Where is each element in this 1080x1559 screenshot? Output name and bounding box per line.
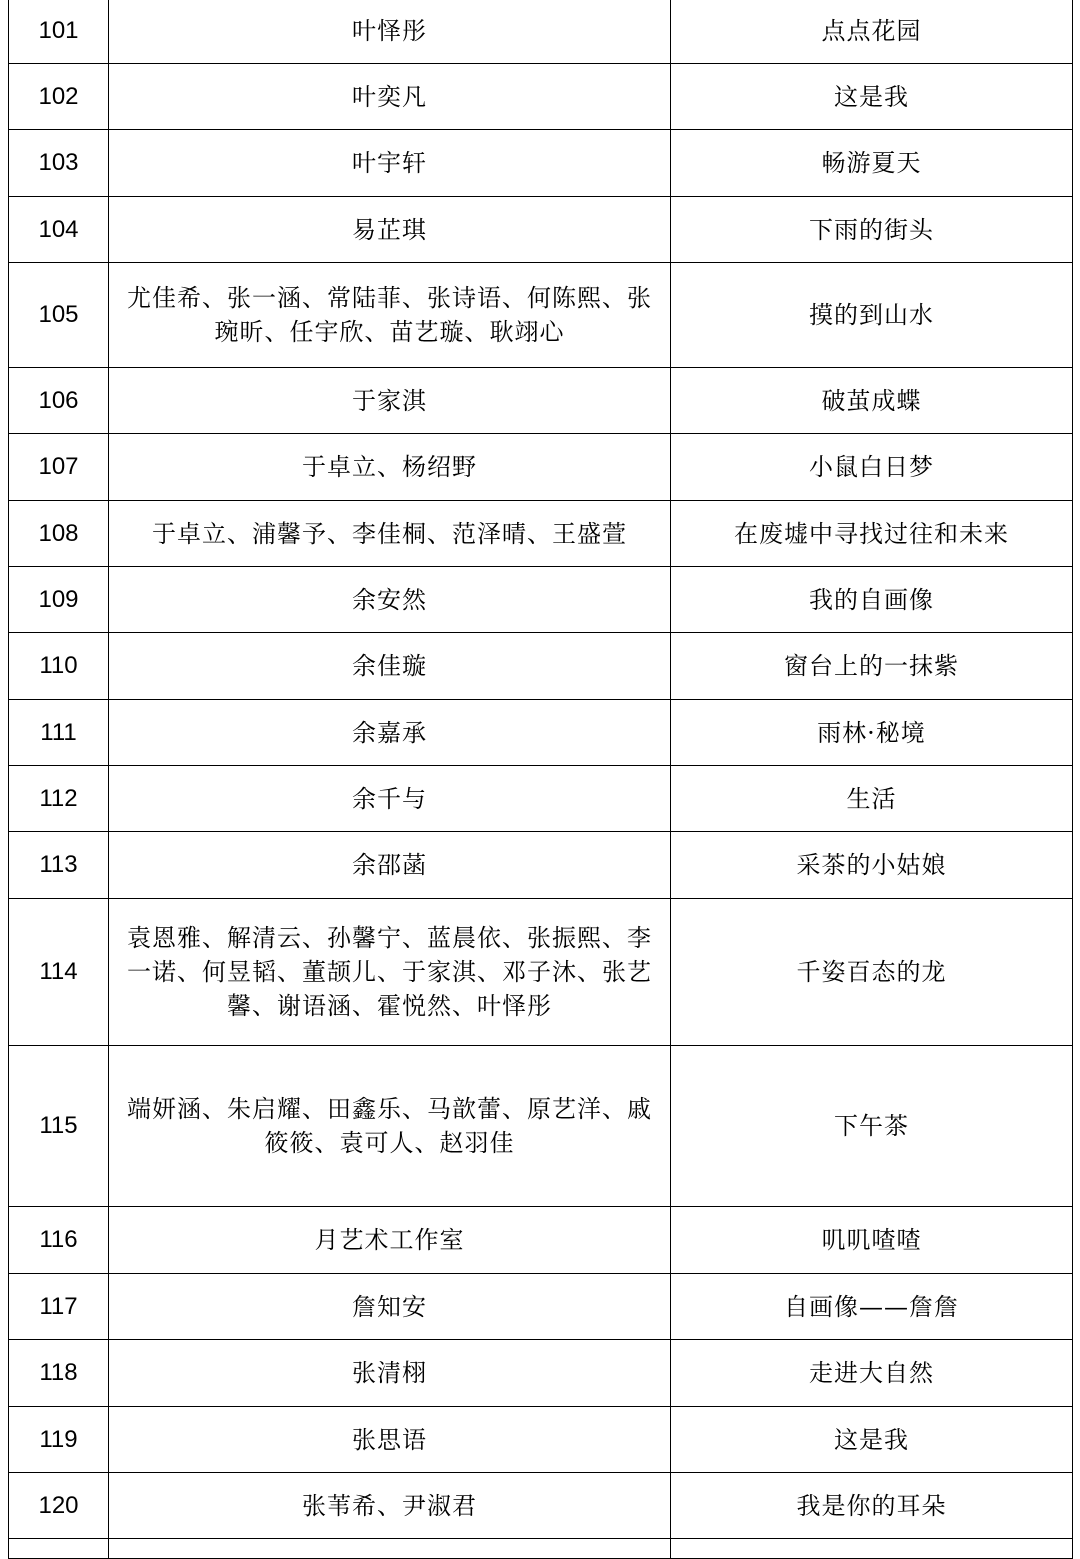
table-row xyxy=(9,1207,1073,1274)
row-number: 108 xyxy=(9,501,109,567)
table-row xyxy=(9,501,1073,567)
author-names: 詹知安 xyxy=(109,1274,671,1340)
table-row xyxy=(9,263,1073,368)
author-names: 尤佳希、张一涵、常陆菲、张诗语、何陈熙、张琬昕、任宇欣、苗艺璇、耿翊心 xyxy=(109,263,671,368)
row-number: 118 xyxy=(9,1340,109,1407)
row-number: 114 xyxy=(9,899,109,1046)
work-title: 采茶的小姑娘 xyxy=(671,832,1073,899)
author-names: 余佳璇 xyxy=(109,633,671,700)
author-names: 张思语 xyxy=(109,1407,671,1473)
author-names: 于卓立、杨绍野 xyxy=(109,434,671,501)
table-row xyxy=(9,700,1073,766)
row-number: 111 xyxy=(9,700,109,766)
work-title: 在废墟中寻找过往和未来 xyxy=(671,501,1073,567)
author-names: 月艺术工作室 xyxy=(109,1207,671,1274)
table-row xyxy=(9,766,1073,832)
row-number: 109 xyxy=(9,567,109,633)
table-row xyxy=(9,1274,1073,1340)
author-names: 易芷琪 xyxy=(109,197,671,263)
author-names: 张苇希、尹淑君 xyxy=(109,1473,671,1539)
author-names: 张清栩 xyxy=(109,1340,671,1407)
work-title: 自画像——詹詹 xyxy=(671,1274,1073,1340)
award-list-table xyxy=(8,0,1073,1559)
row-number: 107 xyxy=(9,434,109,501)
table-row xyxy=(9,832,1073,899)
table-row xyxy=(9,1340,1073,1407)
table-row xyxy=(9,1046,1073,1207)
work-title: 叽叽喳喳 xyxy=(671,1207,1073,1274)
table-row xyxy=(9,633,1073,700)
work-title: 这是我 xyxy=(671,1407,1073,1473)
table-row xyxy=(9,197,1073,263)
row-number: 119 xyxy=(9,1407,109,1473)
row-number: 112 xyxy=(9,766,109,832)
table-row xyxy=(9,0,1073,64)
work-title: 生活 xyxy=(671,766,1073,832)
row-number: 115 xyxy=(9,1046,109,1207)
work-title: 破茧成蝶 xyxy=(671,368,1073,434)
work-title: 我是你的耳朵 xyxy=(671,1473,1073,1539)
row-number: 104 xyxy=(9,197,109,263)
work-title: 我的自画像 xyxy=(671,567,1073,633)
author-names: 袁恩雅、解清云、孙馨宁、蓝晨依、张振熙、李一诺、何昱韬、董颉儿、于家淇、邓子沐、张艺馨、谢语涵、霍悦然、叶怿彤 xyxy=(109,899,671,1046)
row-number: 102 xyxy=(9,64,109,130)
author-names: 端妍涵、朱启耀、田鑫乐、马歆蕾、原艺洋、戚筱筱、袁可人、赵羽佳 xyxy=(109,1046,671,1207)
author-names: 叶怿彤 xyxy=(109,0,671,64)
table-row xyxy=(9,1407,1073,1473)
author-names: 叶宇轩 xyxy=(109,130,671,197)
author-names: 余嘉承 xyxy=(109,700,671,766)
work-title: 下午茶 xyxy=(671,1046,1073,1207)
work-title: 走进大自然 xyxy=(671,1340,1073,1407)
table-row xyxy=(9,64,1073,130)
row-number: 120 xyxy=(9,1473,109,1539)
author-names: 余安然 xyxy=(109,567,671,633)
table-row xyxy=(9,130,1073,197)
row-number: 110 xyxy=(9,633,109,700)
author-names: 于家淇 xyxy=(109,368,671,434)
row-number: 106 xyxy=(9,368,109,434)
work-title: 点点花园 xyxy=(671,0,1073,64)
author-names: 于卓立、浦馨予、李佳桐、范泽晴、王盛萱 xyxy=(109,501,671,567)
row-number: 113 xyxy=(9,832,109,899)
author-names: 余千与 xyxy=(109,766,671,832)
author-names: 叶奕凡 xyxy=(109,64,671,130)
row-number: 117 xyxy=(9,1274,109,1340)
table-row xyxy=(9,899,1073,1046)
row-number: 116 xyxy=(9,1207,109,1274)
table-row xyxy=(9,434,1073,501)
work-title: 雨林·秘境 xyxy=(671,700,1073,766)
work-title: 畅游夏天 xyxy=(671,130,1073,197)
work-title: 千姿百态的龙 xyxy=(671,899,1073,1046)
table-row xyxy=(9,1473,1073,1539)
row-number: 101 xyxy=(9,0,109,64)
work-title: 窗台上的一抹紫 xyxy=(671,633,1073,700)
table-row xyxy=(9,368,1073,434)
row-number: 103 xyxy=(9,130,109,197)
author-names: 余邵菡 xyxy=(109,832,671,899)
work-title: 小鼠白日梦 xyxy=(671,434,1073,501)
work-title: 这是我 xyxy=(671,64,1073,130)
table-row xyxy=(9,567,1073,633)
work-title: 摸的到山水 xyxy=(671,263,1073,368)
work-title: 下雨的街头 xyxy=(671,197,1073,263)
row-number: 105 xyxy=(9,263,109,368)
